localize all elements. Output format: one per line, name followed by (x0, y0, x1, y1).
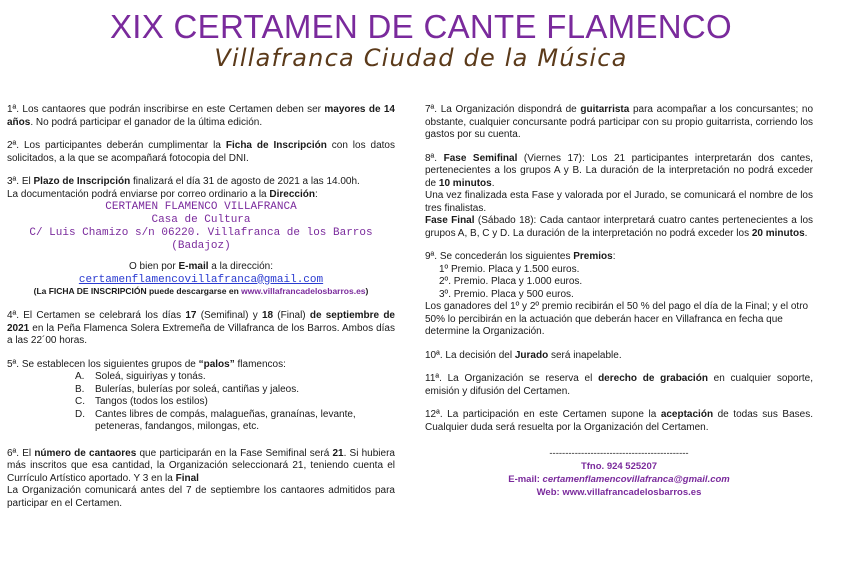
left-column (7, 104, 395, 510)
rule-8-finalists: Una vez finalizada esta Fase y valorada por el Jurado, se comunicará el nombre de los tres finalistas. (425, 190, 813, 214)
rule-5: 5ª. Se establecen los siguientes grupos de “palos” flamencos: (7, 358, 286, 370)
rule-12: 12ª. La participación en este Certamen supone la aceptación de todas sus Bases. Cualquier duda será resuelta por la Organización del Certamen. (425, 409, 813, 433)
rule-9-payment: Los ganadores del 1º y 2º premio recibirán el 50 % del pago el día de la Final; y el otro 50% lo percibirán en la actuación que deberán hacer en Villafranca en fecha que determine la Organización. (425, 301, 809, 337)
rule-3: 3ª. El Plazo de Inscripción finalizará el día 31 de agosto de 2021 a las 14.00h. La documentación podrá enviarse por correo ordinario a la Dirección: (7, 176, 360, 200)
web-link[interactable]: www.villafrancadelosbarros.es (241, 286, 366, 296)
list-item: C. Tangos (todos los estilos) (75, 396, 208, 407)
rule-11: 11ª. La Organización se reserva el derecho de grabación en cualquier soporte, emisión y difusión del Certamen. (425, 373, 814, 397)
list-item: D. Cantes libres de compás, malagueñas, granaínas, levante, peteneras, fandangos, milongas, etc. (75, 408, 356, 432)
prize-item: 1º Premio. Placa y 1.500 euros. (439, 263, 580, 275)
rule-9: 9ª. Se concederán los siguientes Premios: (425, 251, 616, 262)
postal-address (7, 201, 395, 253)
page-title: XIX CERTAMEN DE CANTE FLAMENCO (109, 8, 733, 45)
list-item: B. Bulerías, bulerías por soleá, cantiñas y jaleos. (75, 383, 299, 395)
ficha-note: (La FICHA DE INSCRIPCIÓN puede descargarse en www.villafrancadelosbarros.es) (33, 286, 369, 296)
email-link[interactable]: certamenflamencovillafranca@gmail.com (78, 273, 324, 286)
address-line: Casa de Cultura (151, 214, 251, 226)
address-line: CERTAMEN FLAMENCO VILLAFRANCA (105, 201, 297, 213)
palos-list (75, 371, 395, 434)
divider: -------------------------------------------- (549, 448, 689, 459)
contact-footer (425, 447, 813, 499)
phone: Tfno. 924 525207 (580, 461, 658, 472)
right-column (425, 104, 813, 499)
prize-item: 3º. Premio. Placa y 500 euros. (439, 288, 574, 300)
rule-10: 10ª. La decisión del Jurado será inapelable. (425, 349, 622, 361)
footer-email: E-mail: certamenflamencovillafranca@gmail.com (508, 474, 730, 485)
email-intro: O bien por E-mail a la dirección: (129, 261, 273, 272)
prize-item: 2º. Premio. Placa y 1.000 euros. (439, 276, 583, 287)
footer-email-link[interactable]: certamenflamencovillafranca@gmail.com (542, 474, 730, 485)
rule-7: 7ª. La Organización dispondrá de guitarrista para acompañar a los concursantes; no obstante, cualquier concursante podrá participar con su propio guitarrista, corriendo los gastos por su cuenta. (425, 104, 813, 140)
rule-6: 6ª. El número de cantaores que participarán en la Fase Semifinal será 21. Si hubiera más inscritos que esa cantidad, la Organización seleccionará 21, teniendo cuenta el Currículo Artístico aportado. Y 3 en la Final La Organización comunicará antes del 7 de septiembre los cantaores admitidos para participar en el Certamen. (7, 447, 395, 509)
rule-4: 4ª. El Certamen se celebrará los días 17 (Semifinal) y 18 (Final) de septiembre de 2021 en la Peña Flamenca Solera Extremeña de Villafranca de los Barros. Ambos días a las 22´00 horas. (7, 310, 395, 346)
page-subtitle: Villafranca Ciudad de la Música (214, 44, 628, 72)
rule-1: 1ª. Los cantaores que podrán inscribirse en este Certamen deben ser mayores de 14 años. No podrá participar el ganador de la última edición. (7, 104, 395, 128)
list-item: A. Soleá, siguiriyas y tonás. (75, 371, 206, 382)
rule-8: 8ª. Fase Semifinal (Viernes 17): Los 21 participantes interpretarán dos cantes, pertenecientes a los grupos A y B. La duración de la interpretación no podrá exceder de 10 minutos. (425, 152, 814, 189)
rule-2: 2ª. Los participantes deberán cumplimentar la Ficha de Inscripción con los datos solicitados, a la que se acompañará fotocopia del DNI. (7, 140, 395, 164)
footer-web-link[interactable]: www.villafrancadelosbarros.es (562, 487, 702, 498)
rule-8-final: Fase Final (Sábado 18): Cada cantaor interpretará cuatro cantes pertenecientes a los grupos A, B, C y D. La duración de la interpretación no podrá exceder los 20 minutos. (425, 215, 814, 239)
address-line: C/ Luis Chamizo s/n 06220. Villafranca de los Barros (29, 227, 373, 239)
footer-web: Web: www.villafrancadelosbarros.es (536, 487, 702, 498)
email-line (7, 274, 395, 287)
address-line: (Badajoz) (171, 240, 231, 252)
